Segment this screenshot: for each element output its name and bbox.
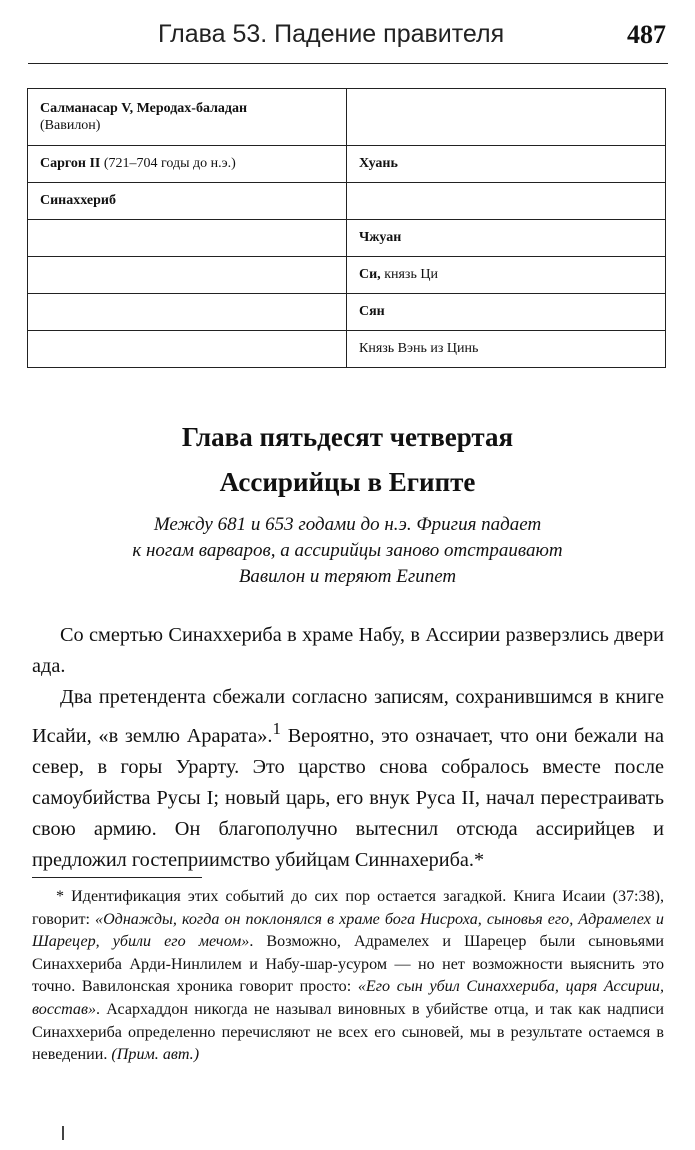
table-row — [28, 331, 666, 368]
paragraph: Со смертью Синаххериба в храме Набу, в Ассирии разверзлись двери ада. — [32, 624, 664, 677]
table-cell-left — [28, 146, 347, 183]
author-note: (Прим. авт.) — [111, 1046, 200, 1064]
footnote-ref: 1 — [272, 719, 281, 738]
paragraph — [32, 682, 664, 876]
ruler-note: (Вавилон) — [40, 118, 101, 133]
table-cell-left — [28, 331, 347, 368]
table-row — [28, 257, 666, 294]
table-cell-right — [347, 294, 666, 331]
footnote-text: * Идентификация этих событий до сих пор остается загадкой. Книга Исаии (37:38), говорит: — [32, 888, 664, 928]
footnote — [32, 886, 664, 1067]
rulers-table — [27, 88, 666, 368]
subtitle-line: Между 681 и 653 годами до н.э. Фригия падает — [153, 514, 542, 535]
running-head-title: Глава 53. Падение правителя — [158, 20, 505, 48]
table-cell-right — [347, 220, 666, 257]
footnote-rule — [32, 877, 202, 878]
table-cell-left — [28, 89, 347, 146]
table-cell-left — [28, 257, 347, 294]
table-cell-right — [347, 331, 666, 368]
ruler-note: (721–704 годы до н.э.) — [100, 156, 236, 172]
ruler-name: Синаххериб — [40, 193, 116, 209]
subtitle-line: к ногам варваров, а ассирийцы заново отстраивают — [132, 540, 563, 561]
table-cell-left — [28, 183, 347, 220]
footnote-paragraph — [32, 886, 664, 1067]
table-cell-left — [28, 220, 347, 257]
paragraph-text: Два претендента сбежали согласно записям, сохранившимся в книге Исайи, «в землю Арарата». — [32, 686, 664, 747]
table-cell-right — [347, 183, 666, 220]
ruler-name: Хуань — [359, 156, 398, 172]
table-cell-right — [347, 89, 666, 146]
table-cell-left — [28, 294, 347, 331]
header-rule — [28, 63, 668, 64]
ruler-note: Князь Вэнь из Цинь — [359, 341, 479, 357]
footnote-text: . Возможно, Адрамелех и Шарецер были сыновьями Синаххериба Арди-Нинлилем и Набу-шар-усуром — но нет возможности выяснить это точно. Вавилонская хроника говорит просто: — [32, 933, 664, 996]
table-cell-right — [347, 146, 666, 183]
page-number: 487 — [627, 20, 666, 49]
table-row — [28, 89, 666, 146]
table-row — [28, 183, 666, 220]
table-row — [28, 220, 666, 257]
ruler-name: Саргон II — [40, 156, 101, 172]
scan-mark — [62, 1126, 64, 1140]
paragraph-text: Вероятно, это означает, что они бежали на север, в горы Урарту. Это царство снова собралось вместе после самоубийства Русы I; новый царь, его внук Руса II, начал перестраивать свою армию. Он благополучно вытеснил отсюда ассирийцев и предложил гостеприимство убийцам Синнахериба.* — [32, 724, 665, 871]
footnote-quote: «Однажды, когда он поклонялся в храме бога Нисроха, сыновья его, Адрамелех и Шарецер, убили его мечом» — [32, 910, 664, 951]
table-row — [28, 146, 666, 183]
ruler-name: Си, — [359, 267, 381, 283]
footnote-quote: «Его сын убил Синаххериба, царя Ассирии, восстав» — [32, 978, 664, 1018]
table-cell-right — [347, 257, 666, 294]
table-row — [28, 294, 666, 331]
chapter-subtitle — [60, 512, 635, 590]
footnote-text: . Асархаддон никогда не называл виновных в убийстве отца, и так как надписи Синаххериба определенно перечисляют не всех его сыновей, мы в результате остаемся в неведении. — [32, 1000, 664, 1064]
ruler-name: Чжуан — [359, 230, 402, 246]
chapter-title: Глава пятьдесят четвертая — [181, 422, 514, 452]
chapter-name: Ассирийцы в Египте — [219, 467, 476, 497]
ruler-name: Салманасар V, Меродах-баладан — [40, 100, 248, 116]
ruler-name: Сян — [359, 304, 385, 320]
ruler-note: князь Ци — [380, 267, 438, 283]
body-text — [32, 620, 664, 876]
subtitle-line: Вавилон и теряют Египет — [238, 566, 457, 587]
running-head — [28, 20, 668, 60]
